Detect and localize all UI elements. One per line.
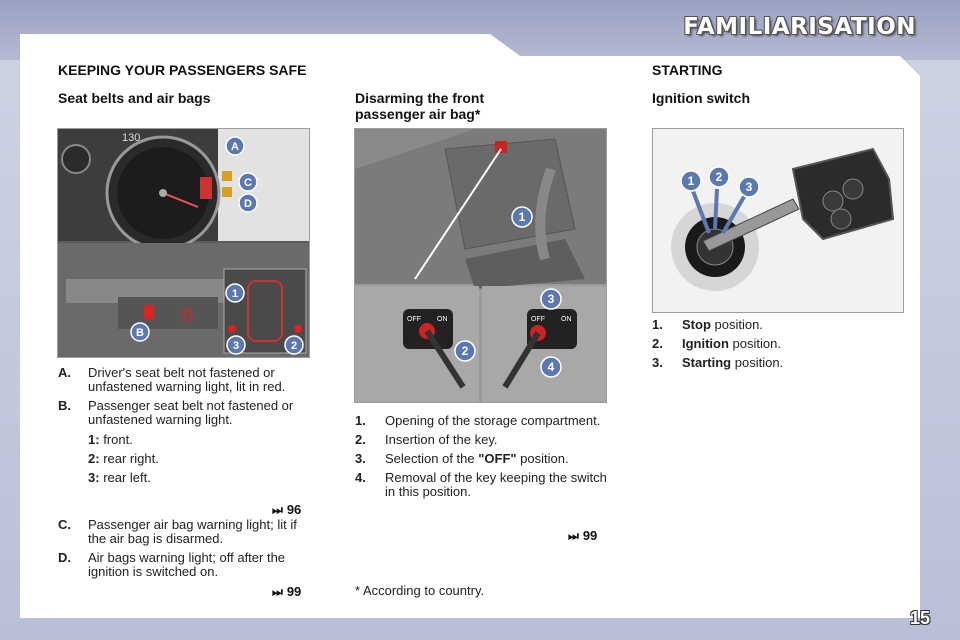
ref-arrow-icon: ⏭ [272,503,283,517]
step-item-4: 4. Removal of the key keeping the switch in this position. [355,470,607,499]
callout-seat-3: 3 [232,340,240,352]
page-ref-99-middle[interactable]: ⏭ 99 [568,528,598,543]
ignition-key-image [652,128,904,313]
switch-on-label-a: ON [437,316,448,323]
middle-steps-list [355,414,611,504]
airbag-switch-image [354,128,607,403]
legend-item-b: B. Passenger seat belt not fastened or unfastened warning light. [58,398,294,427]
callout-step-3: 3 [547,292,555,306]
ref-arrow-icon: ⏭ [568,529,579,543]
legend-item-d: D. Air bags warning light; off after the ignition is switched on. [58,550,286,579]
legend-sub-item-2: 2: rear right. [88,451,159,466]
subtitle-ignition-switch: Ignition switch [652,90,750,106]
step-item-2: 2. Insertion of the key. [355,432,498,447]
callout-step-2: 2 [461,344,469,358]
legend-sub-item-1: 1: front. [88,432,133,447]
left-legend-list-2 [58,518,310,584]
callout-c: C [244,177,252,189]
page-ref-99-left[interactable]: ⏭ 99 [272,584,302,599]
page-ref-96[interactable]: ⏭ 96 [272,502,302,517]
callout-step-1: 1 [518,210,526,224]
ref-arrow-icon: ⏭ [272,585,283,599]
page-number: 15 [910,608,931,628]
ignition-item-stop: 1. Stop position. [652,317,763,332]
callout-d: D [244,198,252,210]
callout-step-4: 4 [547,360,555,374]
ignition-item-starting: 3. Starting position. [652,355,784,370]
dashboard-warning-lights-image [57,128,310,358]
speedometer-label: 130 [122,132,141,144]
step-item-3: 3. Selection of the "OFF" position. [355,451,569,466]
switch-on-label-b: ON [561,316,572,323]
subtitle-seat-belts: Seat belts and air bags [58,90,211,106]
switch-off-label-b: OFF [531,316,545,323]
callout-seat-2: 2 [290,340,298,352]
step-item-1: 1. Opening of the storage compartment. [355,413,601,428]
legend-item-c: C. Passenger air bag warning light; lit if the air bag is disarmed. [58,517,297,546]
callout-seat-1: 1 [231,288,239,300]
display-readout: :0 [178,305,194,325]
section-title-passengers: KEEPING YOUR PASSENGERS SAFE [58,62,307,78]
ignition-positions-list [652,318,902,375]
page-header-title: FAMILIARISATION [683,14,916,40]
legend-sub-item-3: 3: rear left. [88,470,151,485]
section-title-starting: STARTING [652,62,723,78]
subtitle-disarming-line2: passenger air bag* [355,106,481,122]
legend-item-a: A. Driver's seat belt not fastened or unfastened warning light, lit in red. [58,365,286,394]
callout-ignition-3: 3 [745,180,753,194]
switch-off-label-a: OFF [407,316,421,323]
callout-ignition-2: 2 [715,170,723,184]
left-legend-list [58,366,310,490]
footnote-according-to-country: * According to country. [355,583,485,598]
ignition-item-ignition: 2. Ignition position. [652,336,781,351]
callout-ignition-1: 1 [687,174,695,188]
callout-a: A [231,141,239,153]
callout-b: B [136,327,144,339]
subtitle-disarming-line1: Disarming the front [355,90,485,106]
